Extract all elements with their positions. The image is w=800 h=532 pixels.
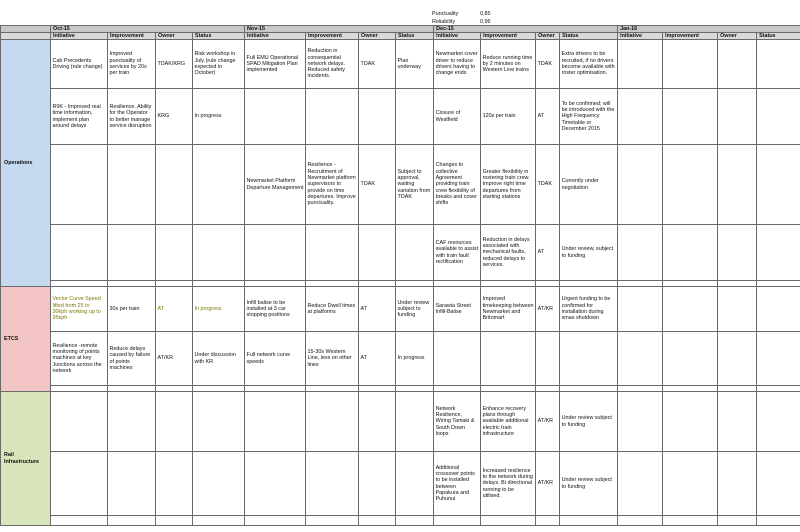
corner-cell (1, 33, 51, 40)
cell-empty (434, 516, 481, 526)
cell-improvement: Reduce delays caused by failure of points machines (108, 332, 156, 386)
cell-initiative: Cab Precedents Driving (rule change) (51, 40, 108, 89)
cell-empty (560, 332, 618, 386)
table-row (1, 392, 800, 452)
cell-initiative: Sarawia Street Infill-Balise (434, 287, 481, 332)
col-improvement: Improvement (663, 33, 718, 40)
cell-empty (757, 145, 800, 225)
cell-empty (108, 452, 156, 516)
cell-initiative: Infill balise to be installed at 3 car stopping positions (245, 287, 306, 332)
cell-empty (757, 40, 800, 89)
cell-empty (757, 332, 800, 386)
table-row (1, 145, 800, 225)
cell-owner: AT/KR (536, 452, 560, 516)
table-row (1, 287, 800, 332)
cell-owner: TDAK/KRG (156, 40, 193, 89)
category-rail-infrastructure: Rail Infrastructure (1, 392, 51, 526)
cell-empty (718, 145, 757, 225)
cell-owner: AT (359, 287, 396, 332)
cell-status: In progress (193, 89, 245, 145)
col-improvement: Improvement (108, 33, 156, 40)
cell-status: In progress (396, 332, 434, 386)
cell-owner: TDAK (359, 40, 396, 89)
cell-owner: TDAK (536, 145, 560, 225)
cell-improvement: Reduce running time by 2 minutes on Western Line trains (481, 40, 536, 89)
cell-empty (618, 145, 663, 225)
cell-status: Under review subject to funding (396, 287, 434, 332)
cell-empty (193, 516, 245, 526)
cell-empty (51, 452, 108, 516)
col-status: Status (193, 33, 245, 40)
cell-empty (156, 452, 193, 516)
col-owner: Owner (156, 33, 193, 40)
cell-empty (245, 392, 306, 452)
metrics-panel (432, 10, 491, 26)
month-header-row (1, 26, 800, 33)
cell-empty (396, 516, 434, 526)
month-oct: Oct-15 (51, 26, 245, 33)
col-status: Status (560, 33, 618, 40)
cell-empty (618, 452, 663, 516)
cell-improvement: Enhance recovery plans through available additional electric train infrastructure (481, 392, 536, 452)
col-status: Status (757, 33, 800, 40)
cell-initiative: Full EMU Operational SPAD Mitigation Plan implemented (245, 40, 306, 89)
cell-owner: AT/KR (536, 287, 560, 332)
table-row (1, 40, 800, 89)
cell-empty (757, 516, 800, 526)
corner-cell (1, 26, 51, 33)
cell-empty (718, 392, 757, 452)
cell-empty (718, 516, 757, 526)
cell-empty (108, 225, 156, 281)
cell-initiative: Additional crossover points to be installed between Papakura and Puhunui (434, 452, 481, 516)
cell-improvement: Greater flexibility in rostering train crew. Improve right time departures from starting stations (481, 145, 536, 225)
cell-empty (396, 225, 434, 281)
cell-empty (663, 225, 718, 281)
cell-initiative: Closure of Westfield (434, 89, 481, 145)
cell-empty (359, 452, 396, 516)
cell-owner: TDAK (536, 40, 560, 89)
cell-empty (560, 516, 618, 526)
cell-empty (663, 452, 718, 516)
cell-empty (663, 332, 718, 386)
cell-empty (193, 452, 245, 516)
table-row (1, 225, 800, 281)
cell-status: Under review subject to funding (560, 452, 618, 516)
cell-empty (245, 225, 306, 281)
col-owner: Owner (536, 33, 560, 40)
table-row (1, 89, 800, 145)
cell-empty (434, 332, 481, 386)
cell-empty (396, 89, 434, 145)
cell-owner: AT/KR (156, 332, 193, 386)
cell-empty (51, 392, 108, 452)
cell-empty (618, 516, 663, 526)
cell-empty (757, 89, 800, 145)
cell-empty (51, 516, 108, 526)
cell-empty (618, 89, 663, 145)
cell-improvement: Reduce Dwell times at platforms (306, 287, 359, 332)
cell-empty (306, 392, 359, 452)
col-improvement: Improvement (481, 33, 536, 40)
cell-improvement: Increased resilience to the network during delays. Bi directional running to be utilised. (481, 452, 536, 516)
cell-empty (757, 392, 800, 452)
cell-empty (193, 145, 245, 225)
cell-empty (245, 452, 306, 516)
table-row (1, 452, 800, 516)
initiatives-table (0, 25, 800, 526)
cell-empty (359, 89, 396, 145)
table-row (1, 516, 800, 526)
cell-improvement: Resilience - Recruitment of Newmarket platform supervisors to provide on time departures. Improve punctuality. (306, 145, 359, 225)
cell-status: To be confirmed; will be introduced with the High Frequency Timetable or December 2015 (560, 89, 618, 145)
cell-initiative: Network Resilience, Wiring Tamaki & South Down loops (434, 392, 481, 452)
cell-initiative: Newmarket cover driver to reduce drivers having to change ends (434, 40, 481, 89)
cell-empty (245, 516, 306, 526)
cell-empty (536, 516, 560, 526)
cell-empty (663, 40, 718, 89)
cell-status: Risk workshop in July (rule change expected in October) (193, 40, 245, 89)
cell-empty (156, 392, 193, 452)
cell-empty (108, 392, 156, 452)
metric-label: Punctuality (432, 11, 459, 17)
cell-empty (306, 452, 359, 516)
metric-punctuality (432, 10, 491, 18)
cell-empty (359, 225, 396, 281)
cell-improvement: 30s per train (108, 287, 156, 332)
col-initiative: Initiative (245, 33, 306, 40)
cell-empty (663, 516, 718, 526)
metric-label: Reliability (432, 19, 456, 25)
cell-empty (718, 89, 757, 145)
col-status: Status (396, 33, 434, 40)
col-initiative: Initiative (618, 33, 663, 40)
cell-empty (536, 332, 560, 386)
cell-initiative: Changes to collective Agreement providing train crew flexibility of breaks and cover shifts (434, 145, 481, 225)
cell-empty (156, 225, 193, 281)
cell-empty (718, 287, 757, 332)
cell-empty (306, 225, 359, 281)
cell-status: Extra drivers to be recruited, if no drivers become available with roster optimisation. (560, 40, 618, 89)
metric-value: 0.96 (480, 19, 491, 25)
cell-empty (718, 40, 757, 89)
cell-status: In progress (193, 287, 245, 332)
month-nov: Nov-15 (245, 26, 434, 33)
cell-empty (193, 392, 245, 452)
cell-empty (718, 225, 757, 281)
cell-status: Currently under negotiation (560, 145, 618, 225)
cell-empty (108, 516, 156, 526)
cell-empty (757, 452, 800, 516)
cell-empty (663, 89, 718, 145)
cell-initiative: Resilience -remote monitoring of points machines at key Junctions across the network (51, 332, 108, 386)
cell-empty (396, 452, 434, 516)
cell-empty (757, 287, 800, 332)
cell-empty (108, 145, 156, 225)
cell-owner: AT (536, 89, 560, 145)
cell-empty (359, 392, 396, 452)
cell-empty (663, 145, 718, 225)
cell-empty (757, 225, 800, 281)
table-row (1, 332, 800, 386)
month-dec: Dec-15 (434, 26, 618, 33)
cell-empty (51, 225, 108, 281)
month-jan: Jan-16 (618, 26, 800, 33)
cell-status: Under review subject to funding (560, 392, 618, 452)
cell-improvement: 120s per train (481, 89, 536, 145)
cell-improvement: Improved timekeeping between Newmarket and Britomart (481, 287, 536, 332)
cell-empty (618, 40, 663, 89)
cell-improvement: Resilience. Ability for the Operator to better manage service disruption (108, 89, 156, 145)
cell-status: Under review, subject to funding (560, 225, 618, 281)
cell-improvement: Reduction in delays associated with mechanical faults, reduced delays to services. (481, 225, 536, 281)
cell-empty (51, 145, 108, 225)
cell-empty (618, 225, 663, 281)
cell-owner: KRG (156, 89, 193, 145)
cell-improvement: Reduction in consequential network delays. Reduced safety incidents. (306, 40, 359, 89)
cell-empty (306, 516, 359, 526)
cell-owner: AT/KR (536, 392, 560, 452)
cell-empty (245, 89, 306, 145)
cell-empty (481, 332, 536, 386)
category-operations: Operations (1, 40, 51, 287)
metric-value: 0.85 (480, 11, 491, 17)
cell-empty (718, 332, 757, 386)
cell-empty (618, 332, 663, 386)
cell-initiative: CAF resources available to assist with train fault rectification (434, 225, 481, 281)
cell-empty (481, 516, 536, 526)
cell-initiative: Full network curve speeds (245, 332, 306, 386)
cell-initiative: Vector Curve Speed lifted from 25 to 30kph working up to 35kph (51, 287, 108, 332)
column-header-row (1, 33, 800, 40)
cell-initiative: R9K - Improved real time information, implement plan around delays (51, 89, 108, 145)
cell-status: Plan underway (396, 40, 434, 89)
cell-status: Urgent funding to be confirmed for installation during xmas shutdown (560, 287, 618, 332)
cell-owner: AT (359, 332, 396, 386)
col-improvement: Improvement (306, 33, 359, 40)
cell-empty (306, 89, 359, 145)
cell-owner: AT (536, 225, 560, 281)
cell-empty (663, 287, 718, 332)
col-owner: Owner (359, 33, 396, 40)
cell-empty (156, 145, 193, 225)
cell-empty (396, 392, 434, 452)
cell-empty (663, 392, 718, 452)
cell-empty (618, 287, 663, 332)
col-owner: Owner (718, 33, 757, 40)
cell-owner: TDAK (359, 145, 396, 225)
cell-owner: AT (156, 287, 193, 332)
cell-empty (193, 225, 245, 281)
col-initiative: Initiative (434, 33, 481, 40)
cell-empty (618, 392, 663, 452)
cell-empty (718, 452, 757, 516)
cell-status: Under discussion with KR (193, 332, 245, 386)
cell-initiative: Newmarket Platform Departure Management (245, 145, 306, 225)
cell-improvement: 15-30s Western Line, less on other lines (306, 332, 359, 386)
cell-empty (156, 516, 193, 526)
col-initiative: Initiative (51, 33, 108, 40)
cell-status: Subject to approval, waiting variation from TDAK (396, 145, 434, 225)
category-etcs: ETCS (1, 287, 51, 392)
cell-improvement: Improved punctuality of services by 20s per train (108, 40, 156, 89)
cell-empty (359, 516, 396, 526)
